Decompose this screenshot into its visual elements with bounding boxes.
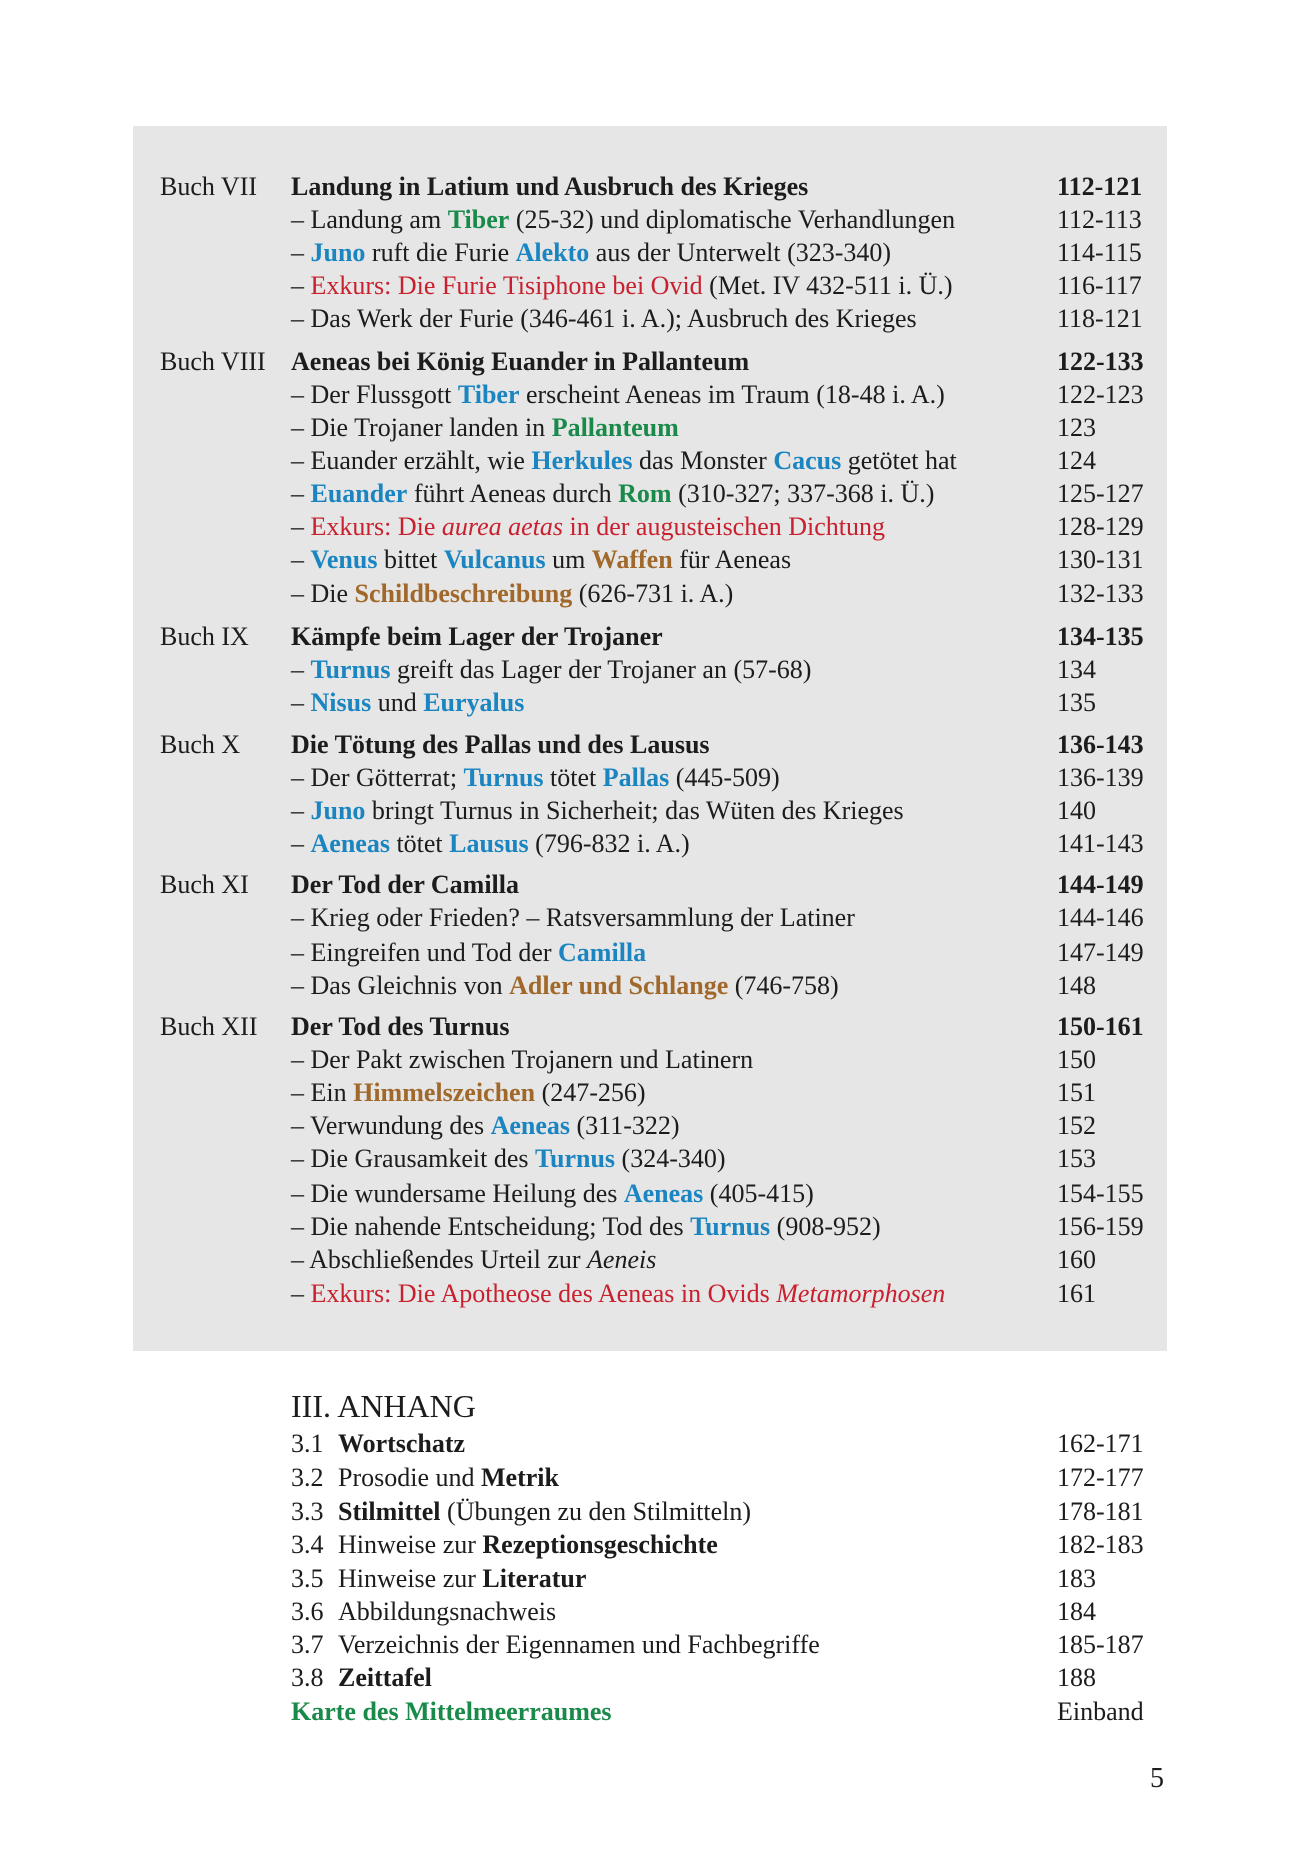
- text-segment: (796-832 i. A.): [528, 828, 690, 858]
- book-label: Buch XII: [160, 1012, 258, 1041]
- name-highlight: Aeneas: [490, 1111, 570, 1141]
- entry-number: 3.1: [291, 1429, 324, 1459]
- entry-pages: 156-159: [1057, 1211, 1144, 1241]
- name-highlight: Turnus: [690, 1211, 771, 1241]
- entry-pages: 114-115: [1057, 237, 1142, 267]
- entry-pages: 128-129: [1057, 512, 1144, 542]
- text-segment: Stilmittel: [338, 1496, 441, 1526]
- name-highlight: Turnus: [310, 655, 391, 685]
- anhang-entry: [0, 1628, 1300, 1662]
- text-segment: –: [291, 271, 311, 300]
- place-highlight: Rom: [618, 479, 672, 508]
- name-highlight: Tiber: [457, 379, 520, 409]
- entry-pages: 150: [1057, 1045, 1096, 1075]
- book-pages: 144-149: [1057, 870, 1144, 900]
- text-segment: (247-256): [535, 1078, 646, 1108]
- book-title: Kämpfe beim Lager der Trojaner: [291, 622, 663, 651]
- excursus-text: aurea aetas: [441, 512, 563, 542]
- text-segment: –: [291, 545, 311, 575]
- toc-entry: [0, 444, 1300, 478]
- text-segment: – Eingreifen und Tod der: [291, 937, 559, 967]
- book-heading-row: [0, 868, 1300, 902]
- place-highlight: Pallanteum: [551, 412, 679, 442]
- toc-entry: [0, 203, 1300, 237]
- text-segment: – Krieg oder Frieden? – Ratsversammlung der Latiner: [291, 903, 855, 933]
- name-highlight: Vulcanus: [443, 545, 546, 575]
- book-label: Buch XI: [160, 870, 249, 900]
- book-label: Buch VII: [160, 171, 258, 201]
- toc-entry: [0, 378, 1300, 412]
- excursus-text: Exkurs: Die Apotheose des Aeneas in Ovids: [310, 1279, 777, 1309]
- text-segment: aus der Unterwelt (323-340): [589, 237, 892, 267]
- entry-pages: 162-171: [1057, 1429, 1144, 1459]
- text-segment: (Met. IV 432-511 i. Ü.): [702, 271, 953, 300]
- toc-entry: [0, 1177, 1300, 1211]
- name-highlight: Euander: [310, 479, 408, 508]
- entry-text: [291, 236, 891, 270]
- text-segment: – Euander erzählt, wie: [291, 445, 532, 475]
- entry-pages: 172-177: [1057, 1463, 1144, 1493]
- book-label: Buch X: [160, 729, 241, 759]
- text-segment: –: [291, 655, 311, 685]
- text-segment: – Der Flussgott: [291, 379, 458, 409]
- toc-entry: [0, 236, 1300, 270]
- entry-text: [291, 577, 733, 611]
- entry-pages: 135: [1057, 688, 1096, 718]
- text-segment: –: [291, 1279, 311, 1309]
- text-segment: (25-32) und diplomatische Verhandlungen: [509, 204, 956, 234]
- entry-text: [338, 1461, 559, 1495]
- entry-number: 3.3: [291, 1496, 324, 1526]
- anhang-entry: [0, 1528, 1300, 1562]
- text-segment: – Die Grausamkeit des: [291, 1144, 536, 1174]
- text-segment: (Übungen zu den Stilmitteln): [440, 1496, 752, 1526]
- toc-entry: [0, 269, 1300, 303]
- text-segment: –: [291, 828, 311, 858]
- text-segment: das Monster: [632, 445, 774, 475]
- text-segment: Metrik: [481, 1463, 559, 1493]
- text-segment: (405-415): [703, 1178, 814, 1208]
- name-highlight: Lausus: [449, 828, 529, 858]
- name-highlight: Cacus: [773, 445, 842, 475]
- toc-entry: [0, 1109, 1300, 1143]
- text-segment: erscheint Aeneas im Traum (18-48 i. A.): [519, 379, 945, 409]
- book-heading-row: [0, 345, 1300, 379]
- book-title: Der Tod der Camilla: [291, 870, 520, 900]
- text-segment: (324-340): [615, 1144, 726, 1174]
- entry-text: [291, 936, 646, 970]
- text-segment: Hinweise zur: [338, 1529, 483, 1559]
- toc-entry: [0, 1243, 1300, 1277]
- toc-entry: [0, 577, 1300, 611]
- toc-entry: [0, 1043, 1300, 1077]
- book-title: Landung in Latium und Ausbruch des Krieges: [291, 171, 809, 201]
- anhang-entry: [0, 1595, 1300, 1629]
- entry-pages: 152: [1057, 1111, 1096, 1141]
- text-segment: Abbildungsnachweis: [338, 1597, 557, 1626]
- entry-text: [291, 477, 934, 511]
- toc-entry: [0, 653, 1300, 687]
- text-segment: (626-731 i. A.): [572, 579, 734, 609]
- text-segment: (746-758): [728, 970, 839, 1000]
- entry-text: [291, 653, 811, 687]
- toc-entry: [0, 936, 1300, 970]
- book-label: Buch VIII: [160, 346, 266, 376]
- entry-text: [338, 1595, 556, 1629]
- name-highlight: Turnus: [463, 762, 544, 792]
- entry-text: [291, 1243, 656, 1277]
- text-segment: für Aeneas: [672, 545, 792, 575]
- entry-number: 3.2: [291, 1463, 324, 1493]
- entry-text: [291, 1076, 646, 1110]
- text-segment: – Ein: [291, 1078, 354, 1108]
- book-title: Der Tod des Turnus: [291, 1012, 510, 1041]
- entry-pages: 154-155: [1057, 1178, 1144, 1208]
- text-segment: Literatur: [482, 1563, 587, 1593]
- place-highlight: Tiber: [447, 204, 510, 234]
- text-segment: – Der Götterrat;: [291, 762, 464, 792]
- book-heading-row: [0, 1010, 1300, 1044]
- entry-text: [291, 1210, 881, 1244]
- text-segment: Aeneis: [587, 1244, 657, 1274]
- excursus-text: Metamorphosen: [776, 1279, 946, 1309]
- text-segment: –: [291, 512, 311, 542]
- text-segment: – Die wundersame Heilung des: [291, 1178, 624, 1208]
- text-segment: führt Aeneas durch: [407, 479, 619, 508]
- text-segment: –: [291, 479, 311, 508]
- entry-text: [338, 1661, 432, 1695]
- entry-pages: 125-127: [1057, 479, 1144, 508]
- entry-pages: 185-187: [1057, 1630, 1144, 1660]
- text-segment: –: [291, 237, 311, 267]
- entry-pages: 148: [1057, 970, 1096, 1000]
- book-title: Die Tötung des Pallas und des Lausus: [291, 729, 710, 759]
- entry-text: [338, 1528, 718, 1562]
- toc-entry: [0, 1142, 1300, 1176]
- motif-highlight: Adler und Schlange: [509, 970, 729, 1000]
- entry-text: [338, 1427, 465, 1461]
- entry-pages: 122-123: [1057, 379, 1144, 409]
- entry-text: [291, 1142, 726, 1176]
- toc-entry: [0, 411, 1300, 445]
- text-segment: und: [371, 688, 424, 718]
- entry-text: [291, 411, 679, 445]
- text-segment: tötet: [389, 828, 450, 858]
- toc-entry: [0, 761, 1300, 795]
- text-segment: Hinweise zur: [338, 1563, 483, 1593]
- entry-text: [291, 444, 957, 478]
- name-highlight: Aeneas: [623, 1178, 704, 1208]
- name-highlight: Pallas: [602, 762, 670, 792]
- text-segment: Verzeichnis der Eigennamen und Fachbegriffe: [338, 1630, 820, 1660]
- text-segment: – Die: [291, 579, 355, 609]
- entry-number: 3.5: [291, 1563, 324, 1593]
- toc-entry: [0, 686, 1300, 720]
- anhang-entry: [0, 1661, 1300, 1695]
- entry-pages: 112-113: [1057, 204, 1142, 234]
- map-pages: Einband: [1057, 1697, 1144, 1727]
- text-segment: – Der Pakt zwischen Trojanern und Latinern: [291, 1045, 754, 1075]
- text-segment: – Die nahende Entscheidung; Tod des: [291, 1211, 691, 1241]
- entry-pages: 116-117: [1057, 271, 1142, 300]
- anhang-entry: [0, 1461, 1300, 1495]
- entry-pages: 118-121: [1057, 304, 1143, 334]
- entry-pages: 153: [1057, 1144, 1096, 1174]
- name-highlight: Alekto: [515, 237, 590, 267]
- text-segment: ruft die Furie: [365, 237, 516, 267]
- entry-text: [291, 1109, 680, 1143]
- toc-entry: [0, 510, 1300, 544]
- entry-text: [291, 827, 690, 861]
- book-heading-row: [0, 728, 1300, 762]
- text-segment: tötet: [543, 762, 603, 792]
- entry-pages: 140: [1057, 795, 1096, 825]
- entry-pages: 182-183: [1057, 1529, 1144, 1559]
- name-highlight: Juno: [310, 795, 366, 825]
- entry-pages: 161: [1057, 1279, 1096, 1309]
- anhang-entry: [0, 1562, 1300, 1596]
- map-entry: [0, 1695, 1300, 1729]
- excursus-text: Exkurs: Die: [310, 512, 442, 542]
- entry-text: [291, 1177, 814, 1211]
- toc-entry: [0, 1210, 1300, 1244]
- anhang-heading: III. ANHANG: [291, 1388, 476, 1424]
- toc-entry: [0, 969, 1300, 1003]
- text-segment: greift das Lager der Trojaner an (57-68): [390, 655, 812, 685]
- toc-entry: [0, 543, 1300, 577]
- toc-entry: [0, 901, 1300, 935]
- entry-pages: 144-146: [1057, 903, 1144, 933]
- entry-pages: 151: [1057, 1078, 1096, 1108]
- text-segment: Prosodie und: [338, 1463, 481, 1493]
- book-pages: 122-133: [1057, 346, 1144, 376]
- book-pages: 112-121: [1057, 171, 1143, 201]
- anhang-entry: [0, 1427, 1300, 1461]
- text-segment: Wortschatz: [338, 1429, 466, 1459]
- book-pages: 134-135: [1057, 622, 1144, 651]
- text-segment: – Abschließendes Urteil zur: [291, 1244, 588, 1274]
- entry-number: 3.8: [291, 1663, 324, 1693]
- text-segment: – Das Werk der Furie (346-461 i. A.); Ausbruch des Krieges: [291, 304, 917, 334]
- name-highlight: Nisus: [310, 688, 372, 718]
- name-highlight: Turnus: [535, 1144, 616, 1174]
- text-segment: bringt Turnus in Sicherheit; das Wüten des Krieges: [365, 795, 904, 825]
- motif-highlight: Waffen: [591, 545, 673, 575]
- text-segment: –: [291, 795, 311, 825]
- entry-text: [338, 1495, 751, 1529]
- name-highlight: Camilla: [558, 937, 647, 967]
- text-segment: (310-327; 337-368 i. Ü.): [671, 479, 935, 508]
- entry-number: 3.6: [291, 1597, 324, 1626]
- entry-text: [291, 969, 839, 1003]
- entry-text: [291, 761, 780, 795]
- entry-number: 3.7: [291, 1630, 324, 1660]
- book-pages: 150-161: [1057, 1012, 1144, 1041]
- entry-pages: 132-133: [1057, 579, 1144, 609]
- entry-text: [291, 1043, 753, 1077]
- text-segment: (311-322): [570, 1111, 680, 1141]
- text-segment: (445-509): [669, 762, 780, 792]
- entry-pages: 123: [1057, 412, 1096, 442]
- motif-highlight: Schildbeschreibung: [354, 579, 573, 609]
- toc-entry: [0, 794, 1300, 828]
- toc-entry: [0, 827, 1300, 861]
- name-highlight: Aeneas: [310, 828, 390, 858]
- entry-pages: 136-139: [1057, 762, 1144, 792]
- text-segment: – Verwundung des: [291, 1111, 491, 1141]
- text-segment: (908-952): [770, 1211, 881, 1241]
- text-segment: –: [291, 688, 311, 718]
- text-segment: – Die Trojaner landen in: [291, 412, 552, 442]
- entry-pages: 188: [1057, 1663, 1096, 1693]
- text-segment: bittet: [377, 545, 444, 575]
- entry-pages: 160: [1057, 1244, 1096, 1274]
- entry-text: [291, 794, 904, 828]
- entry-text: [291, 901, 855, 935]
- book-pages: 136-143: [1057, 729, 1144, 759]
- text-segment: Rezeptionsgeschichte: [482, 1529, 718, 1559]
- text-segment: – Landung am: [291, 204, 448, 234]
- toc-entry: [0, 302, 1300, 336]
- excursus-text: Exkurs: Die Furie Tisiphone bei Ovid: [310, 271, 703, 300]
- toc-entry: [0, 477, 1300, 511]
- entry-text: [291, 543, 791, 577]
- page-number: 5: [1150, 1763, 1164, 1794]
- book-label: Buch IX: [160, 622, 249, 651]
- book-heading-row: [0, 620, 1300, 654]
- entry-pages: 130-131: [1057, 545, 1144, 575]
- anhang-entry: [0, 1495, 1300, 1529]
- text-segment: um: [545, 545, 592, 575]
- text-segment: – Das Gleichnis von: [291, 970, 510, 1000]
- toc-entry: [0, 1076, 1300, 1110]
- entry-text: [291, 203, 955, 237]
- entry-text: [338, 1562, 586, 1596]
- name-highlight: Venus: [310, 545, 378, 575]
- entry-pages: 124: [1057, 445, 1096, 475]
- toc-entry: [0, 1277, 1300, 1311]
- entry-text: [291, 378, 945, 412]
- entry-text: [291, 302, 917, 336]
- entry-pages: 134: [1057, 655, 1096, 685]
- entry-text: [338, 1628, 820, 1662]
- entry-pages: 141-143: [1057, 828, 1144, 858]
- entry-pages: 184: [1057, 1597, 1096, 1626]
- entry-pages: 147-149: [1057, 937, 1144, 967]
- name-highlight: Euryalus: [423, 688, 525, 718]
- text-segment: getötet hat: [841, 445, 957, 475]
- excursus-text: in der augusteischen Dichtung: [563, 512, 886, 542]
- name-highlight: Herkules: [531, 445, 633, 475]
- entry-text: [291, 1277, 945, 1311]
- entry-text: [291, 510, 885, 544]
- map-label: Karte des Mittelmeerraumes: [291, 1697, 612, 1727]
- name-highlight: Juno: [310, 237, 366, 267]
- motif-highlight: Himmelszeichen: [353, 1078, 536, 1108]
- entry-text: [291, 269, 953, 303]
- book-title: Aeneas bei König Euander in Pallanteum: [291, 346, 750, 376]
- text-segment: Zeittafel: [338, 1663, 432, 1693]
- entry-number: 3.4: [291, 1529, 324, 1559]
- entry-pages: 178-181: [1057, 1496, 1144, 1526]
- entry-text: [291, 686, 524, 720]
- book-heading-row: [0, 170, 1300, 204]
- entry-pages: 183: [1057, 1563, 1096, 1593]
